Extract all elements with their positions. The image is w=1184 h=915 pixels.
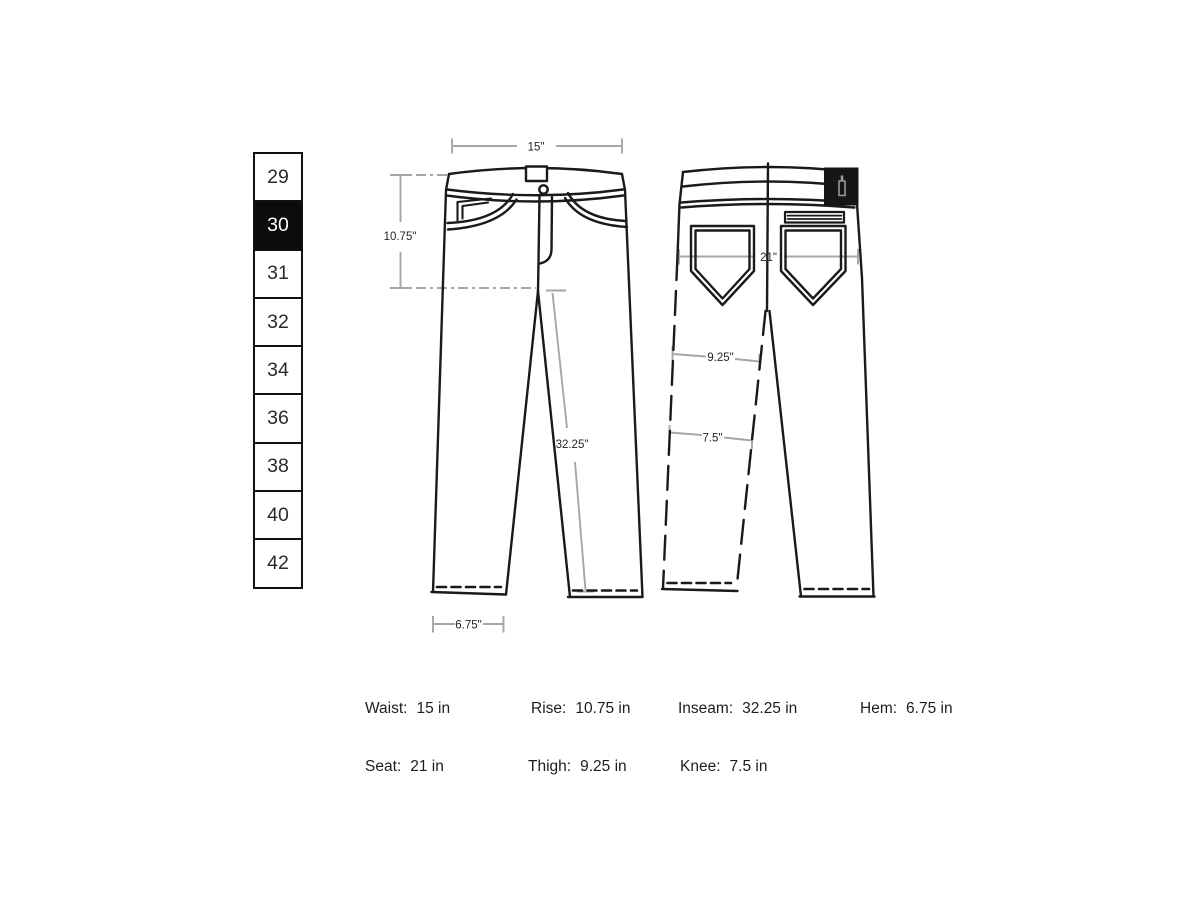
front-view-drawing	[432, 167, 643, 598]
size-option-34[interactable]: 34	[255, 345, 301, 393]
back-knee-dim-label: 7.5"	[702, 432, 723, 445]
size-option-29[interactable]: 29	[267, 165, 289, 188]
size-option-42[interactable]: 42	[255, 538, 301, 586]
measurement-value: 6.75 in	[906, 700, 953, 717]
size-option-31[interactable]: 31	[255, 249, 301, 297]
measurement-label: Waist:	[365, 700, 408, 717]
measurement-value: 15 in	[416, 700, 451, 717]
size-option-38[interactable]: 38	[255, 442, 301, 490]
measurement-inseam	[678, 700, 797, 717]
measurement-seat	[365, 758, 444, 775]
measurement-label: Seat:	[365, 758, 402, 775]
measurement-hem	[860, 700, 953, 717]
back-pocket-right	[781, 226, 846, 305]
measurement-value: 21 in	[410, 758, 444, 775]
front-inseam-dim-label: 32.25"	[555, 439, 589, 451]
size-option-40[interactable]: 40	[255, 490, 301, 538]
waist-button	[539, 185, 547, 193]
front-rise-dim-label: 10.75"	[383, 231, 417, 243]
measurement-value: 7.5 in	[729, 758, 768, 775]
back-pocket-stitch-band	[785, 212, 844, 223]
measurement-thigh	[528, 758, 627, 775]
measurement-waist	[365, 700, 450, 717]
measurement-label: Knee:	[680, 758, 721, 775]
measurement-knee	[680, 758, 767, 775]
measurement-label: Hem:	[860, 700, 898, 717]
size-option-32[interactable]: 32	[255, 297, 301, 345]
back-thigh-dim-label: 9.25"	[707, 352, 734, 364]
measurement-label: Inseam:	[678, 700, 734, 717]
measurement-label: Thigh:	[528, 758, 572, 775]
measurement-value: 10.75 in	[575, 700, 631, 717]
measurement-rise	[531, 700, 631, 717]
measurement-value: 9.25 in	[580, 758, 627, 775]
back-pocket-left	[691, 226, 754, 305]
back-view-drawing	[662, 164, 875, 597]
front-waist-dim-label: 15"	[527, 141, 545, 154]
measurement-value: 32.25 in	[742, 700, 798, 717]
belt-loop	[526, 167, 547, 182]
back-seat-dim-label: 21"	[760, 252, 777, 264]
size-option-36[interactable]: 36	[255, 393, 301, 441]
size-option-30-selected[interactable]: 30	[255, 200, 301, 248]
measurement-label: Rise:	[531, 700, 567, 717]
brand-label-patch	[824, 168, 859, 206]
front-hem-dim-label: 6.75"	[455, 619, 482, 632]
